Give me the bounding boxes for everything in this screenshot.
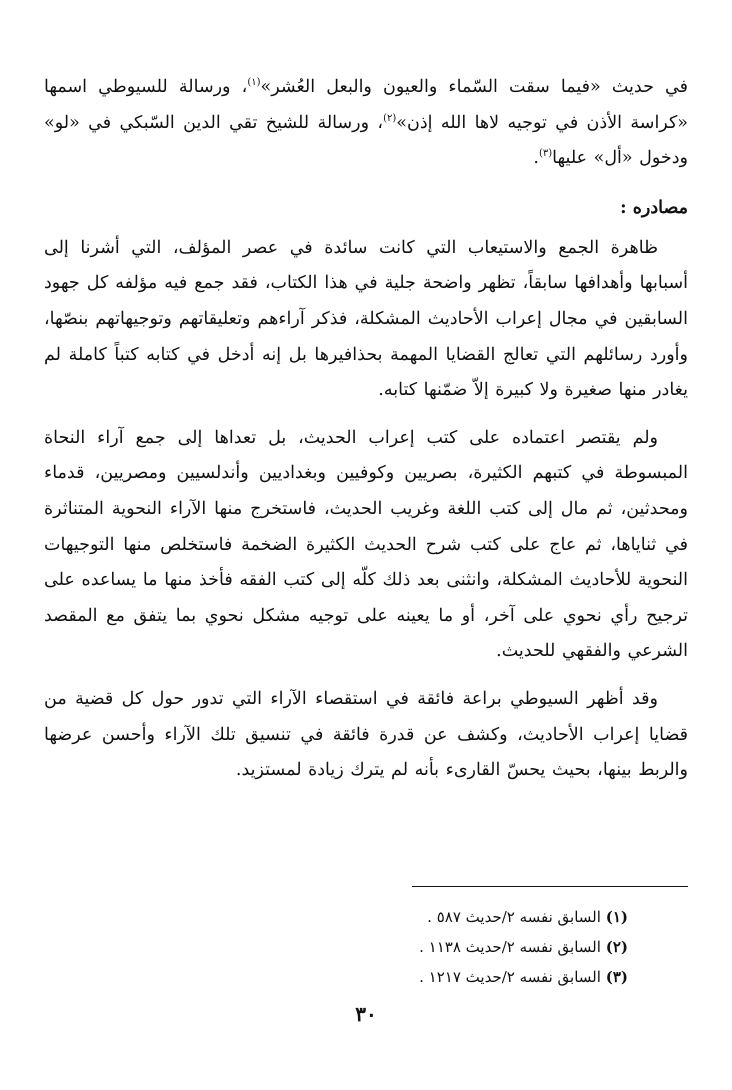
paragraph-text: ، ورسالة للشيخ تقي الدين السّبكي في «لو» ودخول «أل» عليها bbox=[44, 112, 688, 169]
paragraph-text: ، ورسالة للسيوطي اسمها «كراسة الأذن في توجيه لاها الله إذن» bbox=[44, 77, 688, 133]
footnote-text: السابق نفسه ٢/حديث ٥٨٧ . bbox=[427, 908, 601, 926]
paragraph-sources-3: وقد أظهر السيوطي براعة فائقة في استقصاء الآراء التي تدور حول كل قضية من قضايا إعراب الأحاديث، وكشف عن قدرة فائقة في تنسيق تلك الآراء وأحسن عرضها والربط بينها، بحيث يحسّ القارىء بأنه لم يترك زيادة لمستزيد. bbox=[44, 688, 688, 781]
footnote-item bbox=[44, 902, 628, 932]
footnote-item bbox=[44, 932, 628, 962]
footnote-number: (١) bbox=[605, 908, 628, 926]
paragraph-sources-1: ظاهرة الجمع والاستيعاب التي كانت سائدة في عصر المؤلف، التي أشرنا إلى أسبابها وأهدافها سابقاً، تظهر واضحة جلية في هذا الكتاب، فقد جمع فيه مؤلفه كل جهود السابقين في مجال إعراب الأحاديث المشكلة، فذكر آراءهم وتعليقاتهم وتوجيهاتهم بنصّها، وأورد رسائلهم التي تعالج القضايا المهمة بحذافيرها بل إنه أدخل في كتابه كتباً كاملة لم يغادر منها صغيرة ولا كبيرة إلاّ ضمّنها كتابه. bbox=[44, 237, 688, 401]
footnote-ref-3: (٣) bbox=[538, 148, 553, 160]
section-heading: مصادره : bbox=[620, 197, 688, 218]
footnote-text: السابق نفسه ٢/حديث ١٢١٧ . bbox=[419, 968, 601, 986]
footnote-ref-2: (٢) bbox=[383, 112, 397, 124]
paragraph-continued bbox=[44, 70, 688, 177]
footnote-ref-1: (١) bbox=[247, 77, 261, 89]
paragraph-text: . bbox=[533, 148, 539, 169]
footnote-divider bbox=[412, 886, 688, 887]
paragraph-sources-2: ولم يقتصر اعتماده على كتب إعراب الحديث، بل تعداها إلى جمع آراء النحاة المبسوطة في كتبهم الكثيرة، بصريين وكوفيين وبغداديين وأندلسيين ومصريين، قدماء ومحدثين، ثم مال إلى كتب اللغة وغريب الحديث، فاستخرج منها الآراء النحوية المتناثرة في ثناياها، ثم عاج على كتب شرح الحديث الكثيرة الضخمة فاستخلص منها التوجيهات النحوية للأحاديث المشكلة، وانثنى بعد ذلك كلّه إلى كتب الفقه فأخذ منها ما يساعده على ترجيح رأي نحوي على آخر، أو ما يعينه على توجيه مشكل نحوي بما يتفق مع المقصد الشرعي والفقهي للحديث. bbox=[44, 427, 688, 662]
footnote-item bbox=[44, 962, 628, 992]
footnotes bbox=[44, 902, 628, 992]
page-number: ٣٠ bbox=[355, 1002, 377, 1026]
footnote-number: (٣) bbox=[605, 968, 628, 986]
footnote-number: (٢) bbox=[605, 938, 628, 956]
footnote-text: السابق نفسه ٢/حديث ١١٣٨ . bbox=[419, 938, 601, 956]
main-text bbox=[44, 70, 688, 789]
paragraph-text: في حديث «فيما سقت السّماء والعيون والبعل العُشر» bbox=[260, 77, 688, 97]
